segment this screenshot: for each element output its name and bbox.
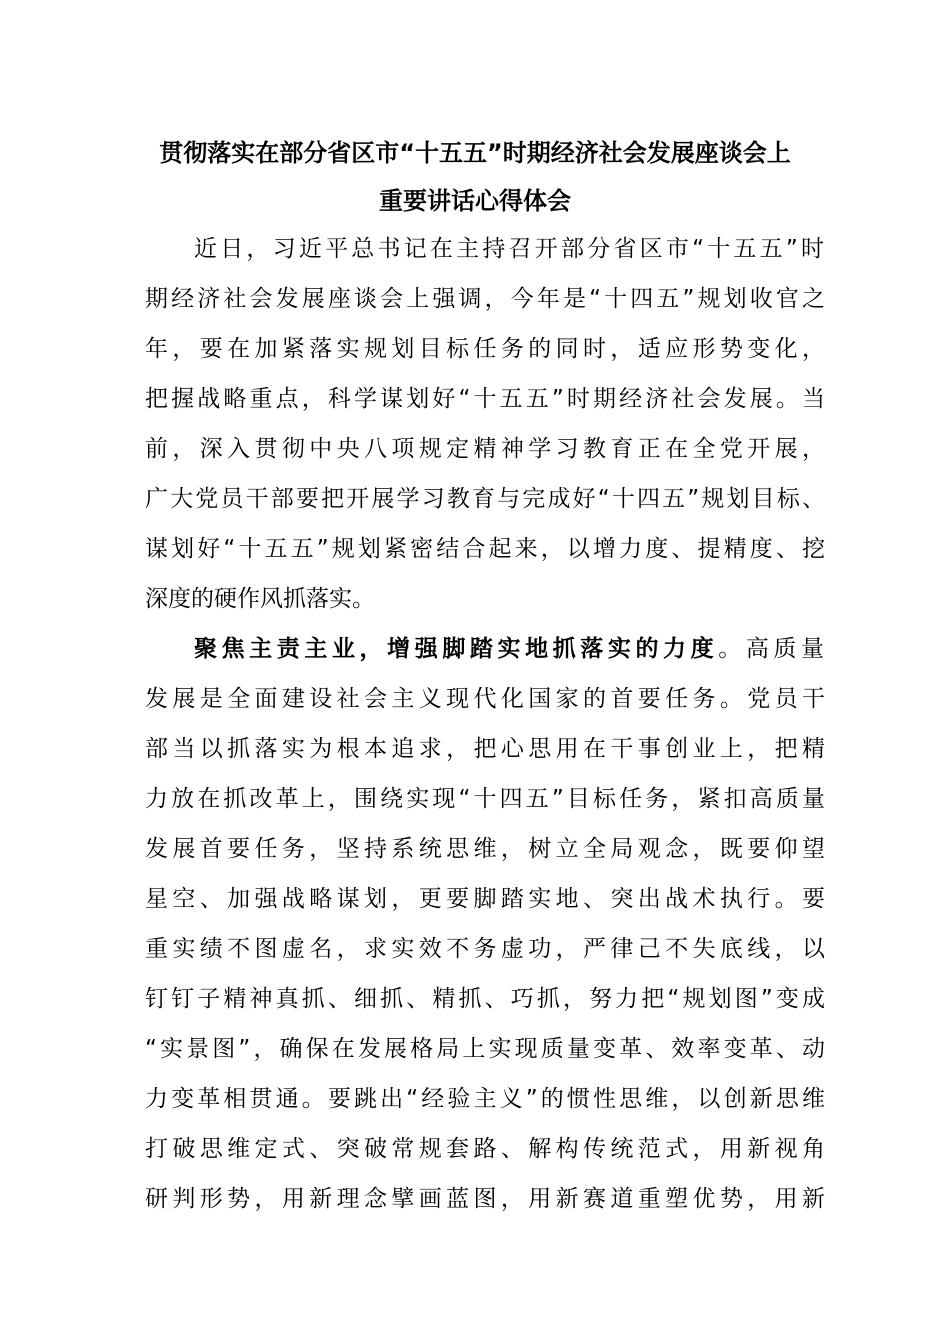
- document-title-line-2: 重要讲话心得体会: [379, 187, 571, 215]
- paragraph-2-line-4: 力放在抓改革上，围绕实现“十四五”目标任务，紧扣高质量: [145, 786, 825, 812]
- paragraph-1-line-8: 深度的硬作风抓落实。: [145, 586, 375, 612]
- paragraph-1-line-5: 前，深入贯彻中央八项规定精神学习教育正在全党开展，: [145, 436, 825, 462]
- document-title-line-1: 贯彻落实在部分省区市“十五五”时期经济社会发展座谈会上: [159, 139, 791, 167]
- paragraph-2-line-1: [194, 624, 824, 674]
- paragraph-2-line-3: 部当以抓落实为根本追求，把心思用在干事创业上，把精: [145, 736, 825, 762]
- paragraph-2-line-12: 研判形势，用新理念擘画蓝图，用新赛道重塑优势，用新: [145, 1186, 825, 1212]
- paragraph-1-line-7: 谋划好“十五五”规划紧密结合起来，以增力度、提精度、挖: [145, 536, 825, 562]
- paragraph-2-line-6: 星空、加强战略谋划，更要脚踏实地、突出战术执行。要: [145, 886, 825, 912]
- paragraph-2-first-line-rest: 。高质量: [718, 636, 825, 662]
- paragraph-2-line-2: 发展是全面建设社会主义现代化国家的首要任务。党员干: [145, 686, 825, 712]
- paragraph-2-line-5: 发展首要任务，坚持系统思维，树立全局观念，既要仰望: [145, 836, 825, 862]
- paragraph-2-line-11: 打破思维定式、突破常规套路、解构传统范式，用新视角: [145, 1136, 825, 1162]
- paragraph-1-line-1: 近日，习近平总书记在主持召开部分省区市“十五五”时: [194, 236, 824, 262]
- paragraph-2-line-9: “实景图”，确保在发展格局上实现质量变革、效率变革、动: [145, 1036, 825, 1062]
- paragraph-1-line-4: 把握战略重点，科学谋划好“十五五”时期经济社会发展。当: [145, 386, 825, 412]
- paragraph-2-line-10: 力变革相贯通。要跳出“经验主义”的惯性思维，以创新思维: [145, 1086, 825, 1112]
- paragraph-2-line-7: 重实绩不图虚名，求实效不务虚功，严律己不失底线，以: [145, 936, 825, 962]
- paragraph-1-line-6: 广大党员干部要把开展学习教育与完成好“十四五”规划目标、: [145, 486, 825, 512]
- paragraph-1-line-2: 期经济社会发展座谈会上强调，今年是“十四五”规划收官之: [145, 286, 825, 312]
- paragraph-1-line-3: 年，要在加紧落实规划目标任务的同时，适应形势变化，: [145, 336, 825, 362]
- paragraph-2-heading: 聚焦主责主业，增强脚踏实地抓落实的力度: [194, 636, 719, 662]
- paragraph-2-line-8: 钉钉子精神真抓、细抓、精抓、巧抓，努力把“规划图”变成: [145, 986, 825, 1012]
